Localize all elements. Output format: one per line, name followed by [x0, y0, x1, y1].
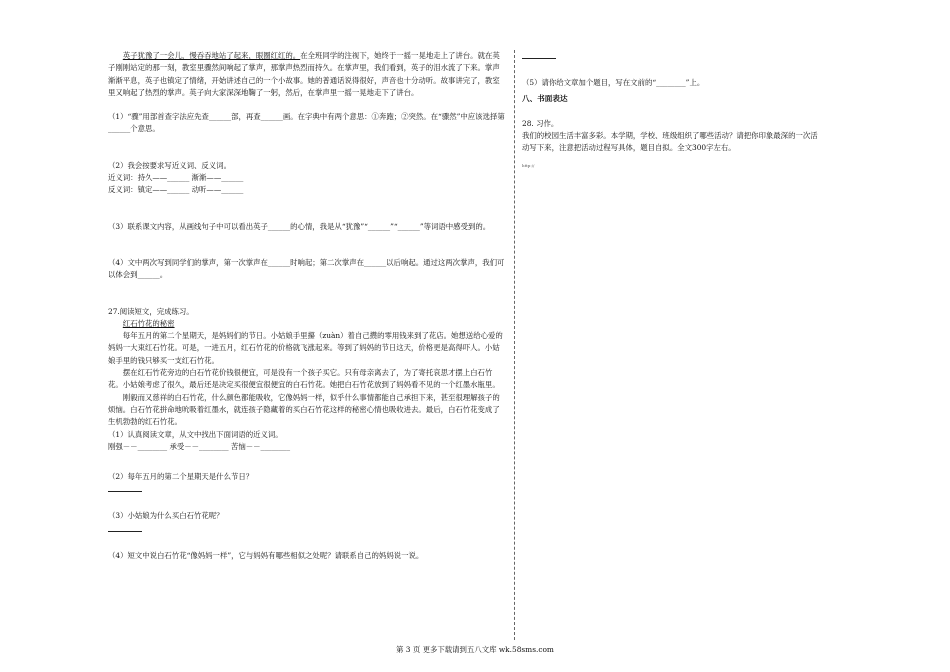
passage1-paragraph: 英子犹豫了一会儿，慢吞吞地站了起来，眼圈红红的。在全班同学的注视下，她终于一摇一晃地走上了讲台。就在英子刚刚站定的那一刻，教室里骤然间响起了掌声，那掌声热烈而持久。在掌声里，我们看到，英子的泪水流了下来。掌声渐渐平息，英子也镇定了情绪，开始讲述自己的一个小故事。她的普通话说得很好，声音也十分动听。故事讲完了，教室里又响起了热烈的掌声。英子向大家深深地鞠了一躬，然后，在掌声里一摇一晃地走下了讲台。 [108, 51, 500, 97]
question-2-antonyms: 反义词：镇定——______ 动听——______ [108, 185, 244, 195]
question-27-1-intro: （1）认真阅读文章，从文中找出下面词语的近义词。 [108, 429, 283, 439]
question-27-2: （2）每年五月的第二个星期天是什么节日？ [108, 472, 254, 482]
passage2-paragraph-2: 摆在红石竹花旁边的白石竹花价钱很便宜，可是没有一个孩子买它。只有母亲离去了，为了寄托哀思才摆上白石竹花。小姑娘考虑了很久，最后还是决定买很便宜很便宜的白石竹花。她把白石竹花放到了妈妈看不见的一个红墨水瓶里。 [108, 368, 500, 390]
section-heading: 八、书面表达 [522, 94, 568, 104]
passage2-paragraph-3: 刚毅而又慈祥的白石竹花，什么颜色都能吸收，它像妈妈一样，似乎什么事情都能自己承担下来，甚至很理解孩子的烦恼。白石竹花拼命地吮吸着红墨水，就连孩子隐藏着的买白石竹花这样的秘密心情也吸收进去。最后，白石竹花变成了生机勃勃的红石竹花。 [108, 392, 500, 427]
writing-prompt: 我们的校园生活丰富多彩。本学期，学校、班级组织了哪些活动？请把你印象最深的一次活动写下来，注意把活动过程写具体，题目自拟。全文300字左右。 [522, 130, 818, 153]
passage2-paragraph-1: 每年五月的第二个星期天，是妈妈们的节日。小姑娘手里攥（zuàn）着自己攒的零用钱来到了花店。她想送给心爱的妈妈一大束红石竹花。可是，一进五月，红石竹花的价格就飞涨起来。等到了妈妈的节日这天，价格更是高得吓人。小姑娘手里的钱只够买一支红石竹花。 [108, 331, 503, 365]
question-27-1-blanks: 刚强－－________ 承受－－________ 苦恼－－________ [108, 441, 291, 451]
answer-line[interactable] [108, 483, 142, 492]
left-column [108, 50, 506, 562]
question-2-synonyms: 近义词：持久——______ 渐渐——______ [108, 173, 244, 183]
question-28: 28. 习作。 [522, 118, 559, 128]
question-27-3: （3）小姑娘为什么买白石竹花呢？ [108, 511, 224, 521]
column-divider [514, 50, 515, 640]
passage2-title: 红石竹花的秘密 [122, 318, 175, 328]
question-27-5: （5）请你给文章加个题目，写在文前的“________”上。 [522, 78, 705, 87]
underlined-sentence: 英子犹豫了一会儿，慢吞吞地站了起来，眼圈红红的。 [122, 51, 301, 60]
tiny-text: http:// [522, 163, 535, 169]
question-27-header: 27.阅读短文，完成练习。 [108, 306, 194, 316]
question-2-intro: （2）我会按要求写近义词、反义词。 [108, 160, 231, 170]
question-27-4: （4）短文中说白石竹花“像妈妈一样”，它与妈妈有哪些相似之处呢？请联系自己的妈妈说一说。 [108, 550, 424, 560]
right-column [522, 50, 822, 173]
answer-line[interactable] [522, 50, 556, 59]
question-4: （4）文中两次写到同学们的掌声，第一次掌声在______时响起；第二次掌声在______以后响起。通过这两次掌声，我们可以体会到______。 [108, 257, 505, 280]
question-3: （3）联系课文内容，从画线句子中可以看出英子______的心情，我是从“犹豫”“______”“______”等词语中感受到的。 [108, 221, 491, 231]
question-1: （1）“骤”用部首查字法应先查______部，再查______画。在字典中有两个意思：①奔跑；②突然。在“骤然”中应该选择第______个意思。 [108, 112, 505, 134]
page-footer: 第 3 页 更多下载请到五八文库 wk.58sms.com [396, 645, 554, 654]
answer-line[interactable] [108, 523, 142, 532]
